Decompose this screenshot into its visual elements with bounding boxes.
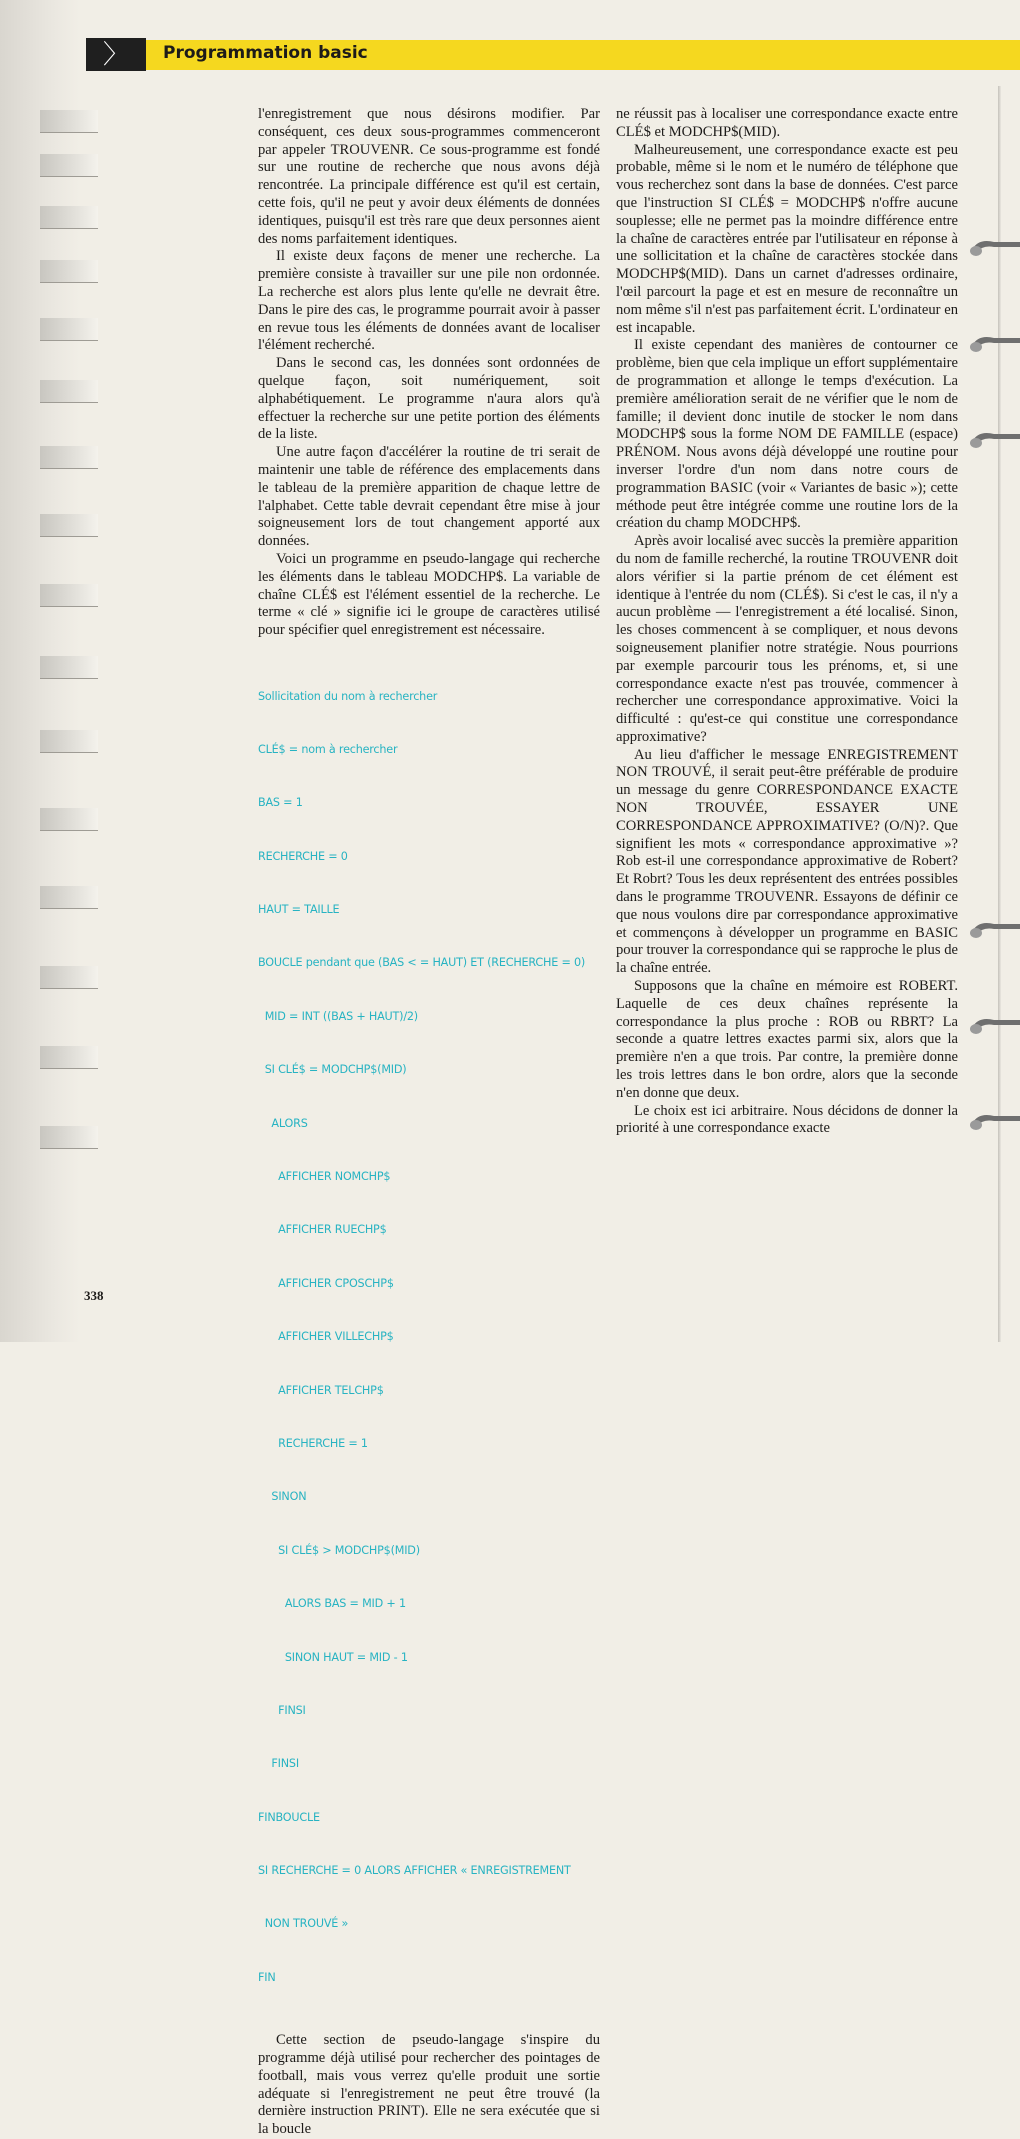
code-line: SINON: [258, 1490, 307, 1504]
code-line: SI CLÉ$ = MODCHP$(MID): [258, 1063, 407, 1077]
pseudocode-listing: [258, 652, 600, 2022]
paragraph: Après avoir localisé avec succès la première apparition du nom de famille recherché, la routine TROUVENR doit alors vérifier si la partie prénom de cet élément est identique à l'entrée du nom (CLÉ$). Si c'est le cas, il n'y a aucun problème — l'enregistrement a été localisé. Sinon, les choses commencent à se compliquer, et nous devons soigneusement planifier notre stratégie. Nous pourrions par exemple parcourir tous les prénoms, et, si une correspondance exacte n'est pas trouvée, commencer à rechercher une correspondance approximative. Voici la difficulté : qu'est-ce qui constitue une correspondance approximative?: [616, 533, 958, 745]
code-line: FIN: [258, 1970, 276, 1984]
code-line: SINON HAUT = MID - 1: [258, 1650, 408, 1664]
code-line: SI RECHERCHE = 0 ALORS AFFICHER « ENREGISTREMENT: [258, 1864, 571, 1878]
code-line: NON TROUVÉ »: [258, 1917, 349, 1931]
left-text-column: [258, 106, 600, 2139]
right-text-column: [616, 106, 958, 1138]
code-line: FINSI: [258, 1757, 299, 1771]
paragraph: Malheureusement, une correspondance exacte est peu probable, même si le nom et le numéro de téléphone que vous recherchez sont dans la base de données. C'est parce que l'instruction SI CLÉ$ = MODCHP$ n'offre aucune souplesse; elle ne permet pas la moindre différence entre la chaîne de caractères entrée par l'utilisateur en réponse à une sollicitation et la chaîne de caractères stockée dans MODCHP$(MID). Dans un carnet d'adresses ordinaire, l'œil parcourt la page et est en mesure de reconnaître un nom même s'il n'est pas parfaitement écrit. L'ordinateur en est incapable.: [616, 141, 958, 336]
paragraph: Le choix est ici arbitraire. Nous décidons de donner la priorité à une correspondance exacte: [616, 1102, 958, 1137]
code-line: ALORS: [258, 1116, 308, 1130]
code-line: RECHERCHE = 1: [258, 1436, 368, 1450]
code-line: BOUCLE pendant que (BAS < = HAUT) ET (RECHERCHE = 0): [258, 956, 586, 970]
code-line: FINBOUCLE: [258, 1810, 320, 1824]
binder-ring-icon: [968, 428, 1020, 450]
paragraph: l'enregistrement que nous désirons modifier. Par conséquent, ces deux sous-programmes commenceront par appeler TROUVENR. Ce sous-programme est fondé sur une routine de recherche que nous avons déjà rencontrée. La principale différence est qu'il est certain, cette fois, qu'il ne peut y avoir deux éléments de données identiques, puisqu'il est très rare que deux personnes aient des noms parfaitement identiques.: [258, 106, 600, 247]
binder-ring-icon: [968, 1110, 1020, 1132]
paragraph: Au lieu d'afficher le message ENREGISTREMENT NON TROUVÉ, il serait peut-être préférable de produire un message du genre CORRESPONDANCE EXACTE NON TROUVÉE, ESSAYER UNE CORRESPONDANCE APPROXIMATIVE? (O/N)?. Que signifient les mots « correspondance approximative »? Rob est-il une correspondance approximative de Robert? Et Robrt? Tous les deux représentent des entrées possibles dans le programme TROUVENR. Essayons de définir ce que nous voulons dire par correspondance approximative et commençons à développer un programme en BASIC pour trouver la correspondance qui se rapproche le plus de la chaîne entrée.: [616, 746, 958, 977]
binder-ring-icon: [968, 236, 1020, 258]
chevron-right-icon: 〉: [86, 38, 146, 71]
page-number: 338: [84, 1288, 104, 1303]
paragraph: Il existe deux façons de mener une recherche. La première consiste à travailler sur une pile non ordonnée. La recherche est alors plus lente qu'elle ne devrait être. Dans le pire des cas, le programme pourrait avoir à passer en revue tous les éléments de données avant de localiser l'élément recherché.: [258, 248, 600, 354]
code-line: SI CLÉ$ > MODCHP$(MID): [258, 1543, 420, 1557]
code-line: AFFICHER CPOSCHP$: [258, 1276, 394, 1290]
paragraph: Dans le second cas, les données sont ordonnées de quelque façon, soit numériquement, soit alphabétiquement. Le programme n'aura alors qu'à effectuer la recherche sur une petite portion des éléments de la liste.: [258, 355, 600, 443]
code-line: ALORS BAS = MID + 1: [258, 1597, 406, 1611]
code-line: BAS = 1: [258, 796, 303, 810]
paragraph: Voici un programme en pseudo-langage qui recherche les éléments dans le tableau MODCHP$. La variable de chaîne CLÉ$ est l'élément essentiel de la recherche. Le terme « clé » signifie ici le groupe de caractères utilisé pour spécifier quel enregistrement est nécessaire.: [258, 550, 600, 639]
paragraph: Il existe cependant des manières de contourner ce problème, bien que cela implique un effort supplémentaire de programmation et allonge le temps d'exécution. La première amélioration serait de ne vérifier que le nom de famille; il devient donc inutile de stocker le nom dans MODCHP$ sous la forme NOM DE FAMILLE (espace) PRÉNOM. Nous avons déjà développé une routine pour inverser l'ordre d'un nom dans notre cours de programmation BASIC (voir « Variantes de basic »); cette méthode peut être intégrée comme une routine lors de la création du champ MODCHP$.: [616, 337, 958, 532]
binder-ring-icon: [968, 1014, 1020, 1036]
binder-ring-icon: [968, 332, 1020, 354]
code-line: MID = INT ((BAS + HAUT)/2): [258, 1009, 418, 1023]
binder-ring-icon: [968, 918, 1020, 940]
page-right-edge: [998, 86, 1001, 1342]
paragraph: Supposons que la chaîne en mémoire est ROBERT. Laquelle de ces deux chaînes représente la correspondance la plus proche : ROB ou RBRT? La seconde a quatre lettres exactes parmi six, alors que la première n'en a que trois. Par contre, la première donne les trois lettres dans le bon ordre, alors que la seconde n'en donne que deux.: [616, 978, 958, 1101]
code-line: AFFICHER TELCHP$: [258, 1383, 384, 1397]
code-line: RECHERCHE = 0: [258, 849, 348, 863]
code-line: FINSI: [258, 1703, 306, 1717]
page-header-title: Programmation basic: [163, 43, 368, 63]
code-line: CLÉ$ = nom à rechercher: [258, 742, 398, 756]
paragraph: Une autre façon d'accélérer la routine de tri serait de maintenir une table de référence des emplacements dans le tableau de la première apparition de chaque lettre de l'alphabet. Cette table devrait cependant être mise à jour soigneusement lors de tout changement apporté aux données.: [258, 444, 600, 550]
code-line: AFFICHER VILLECHP$: [258, 1330, 394, 1344]
paragraph: Cette section de pseudo-langage s'inspire du programme déjà utilisé pour rechercher des pointages de football, mais vous verrez qu'elle produit une sortie adéquate si l'enregistrement ne peut être trouvé (la dernière instruction PRINT). Elle ne sera exécutée que si la boucle: [258, 2032, 600, 2138]
paragraph: ne réussit pas à localiser une correspondance exacte entre CLÉ$ et MODCHP$(MID).: [616, 106, 958, 140]
code-line: AFFICHER NOMCHP$: [258, 1170, 391, 1184]
code-line: HAUT = TAILLE: [258, 903, 340, 917]
code-line: AFFICHER RUECHP$: [258, 1223, 387, 1237]
code-line: Sollicitation du nom à rechercher: [258, 689, 438, 703]
index-tab-strip: [40, 110, 98, 1180]
